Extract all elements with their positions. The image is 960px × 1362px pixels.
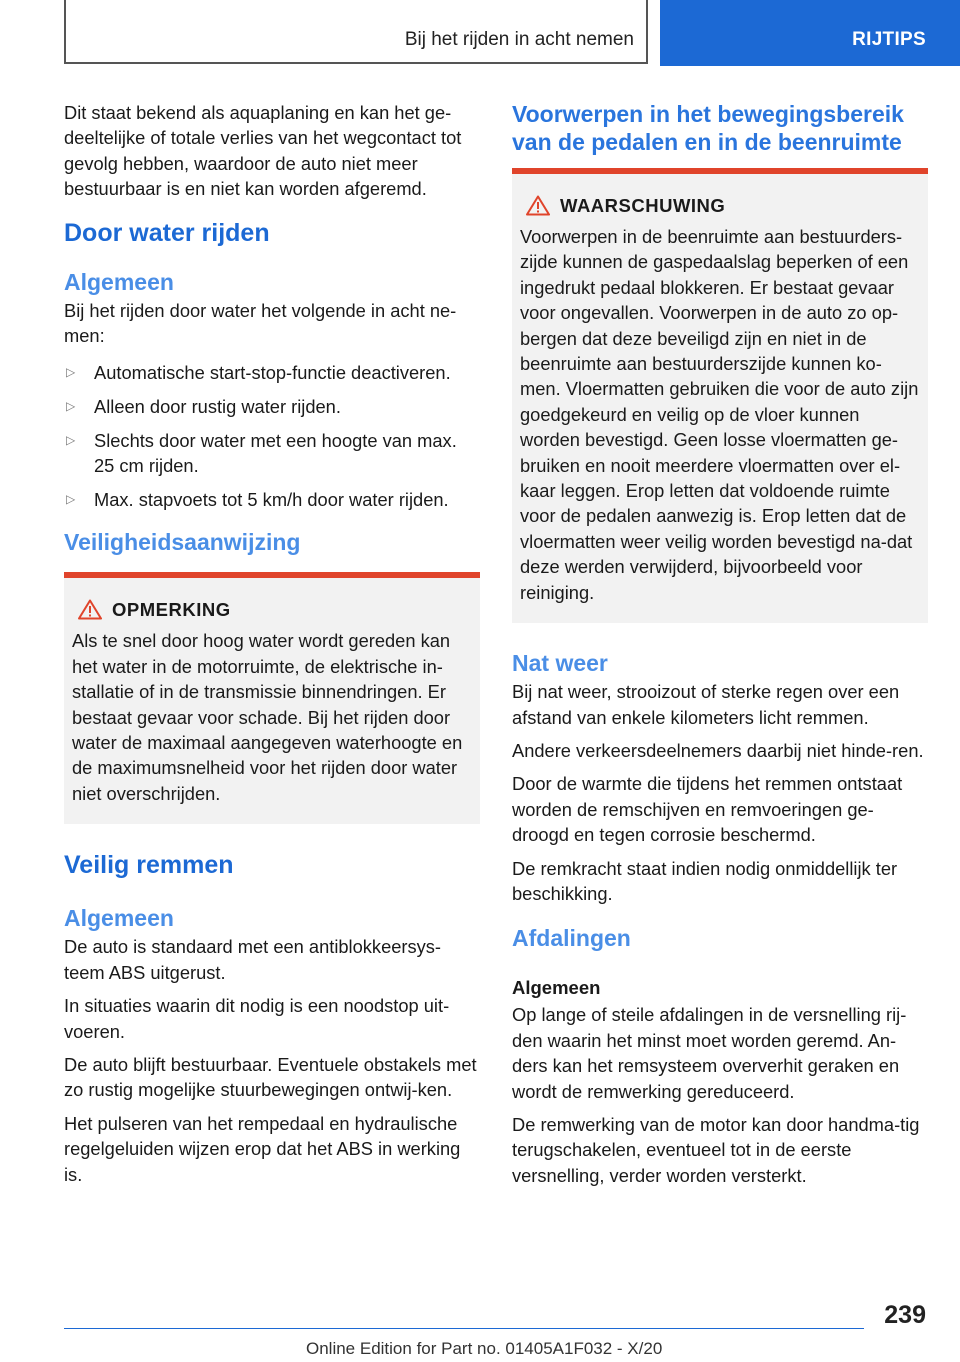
note-box [64,572,480,824]
subsection-title-safety: Veiligheidsaanwijzing [64,529,301,556]
paragraph: De auto is standaard met een antiblokkeersys-teem ABS uitgerust. [64,936,441,983]
subsection-title-water-general: Algemeen [64,268,174,295]
header-section-title: Bij het rijden in acht nemen [404,29,634,50]
subsection-title-wet: Nat weer [512,650,608,677]
page-number: 239 [884,1301,926,1329]
warning-triangle-icon [526,195,550,216]
triangle-bullet-icon: ▷ [66,399,76,414]
paragraph: Op lange of steile afdalingen in de versnelling rij-den waarin het minst moet worden geremd. An-ders kan het remsysteem oververhit geraken en wordt de remwerking gereduceerd. [512,1004,907,1102]
paragraph: Door de warmte die tijdens het remmen ontstaat worden de remschijven en remvoeringen ge-droogd en tegen corrosie beschermd. [512,773,903,846]
paragraph: Andere verkeersdeelnemers daarbij niet hinde-ren. [512,739,924,761]
header-chapter-title: RIJTIPS [852,29,926,50]
paragraph: De auto blijft bestuurbaar. Eventuele obstakels met zo rustig mogelijke stuurbewegingen ontwij-ken. [64,1053,477,1101]
list-item: ▷ Max. stapvoets tot 5 km/h door water rijden. [66,489,449,511]
paragraph: In situaties waarin dit nodig is een noodstop uit-voeren. [64,995,450,1042]
warning-box [512,168,928,623]
section-title-braking: Veilig remmen [64,851,234,880]
note-heading [72,598,472,622]
subsection-title-descent: Afdalingen [512,925,631,952]
footer-divider [64,1328,864,1329]
right-column [512,100,928,1196]
warning-heading [520,194,920,218]
water-list [64,360,480,512]
triangle-bullet-icon: ▷ [66,492,76,507]
list-item: ▷ Automatische start-stop-functie deactiveren. [66,362,451,384]
note-text: Als te snel door hoog water wordt gereden kan het water in de motorruimte, de elektrische in-stallatie of in de transmissie binnendringen. Er bestaat gevaar voor schade. Bij het rijden door water de maximaal aangegeven waterhoogte en de maximumsnelheid voor het rijden door water niet overschrijden. [72,630,463,804]
list-item: ▷ Alleen door rustig water rijden. [66,396,341,418]
paragraph: De remkracht staat indien nodig onmiddellijk ter beschikking. [512,857,898,904]
intro-paragraph: Dit staat bekend als aquaplaning en kan het ge-deeltelijke of totale verlies van het wegcontact tot gevolg hebben, waardoor de auto niet meer bestuurbaar is en niet kan worden afgeremd. [64,102,462,200]
descent-general-heading: Algemeen [512,977,601,999]
note-label: OPMERKING [112,599,231,621]
subsection-title-braking-general: Algemeen [64,905,174,932]
header-chapter-tab [660,0,960,66]
warning-text: Voorwerpen in de beenruimte aan bestuurders-zijde kunnen de gaspedaalslag beperken of een ingedrukt pedaal blokkeren. Er bestaat gevaar voor ongevallen. Voorwerpen in de auto zo op-bergen dat deze beveiligd zijn en niet in de beenruimte aan bestuurderszijde kunnen ko-men. Vloermatten gebruiken die voor de auto zijn goedgekeurd en veilig op de vloer kunnen worden bevestigd. Geen losse vloermatten ge-bruiken en nooit meerdere vloermatten over el-kaar leggen. Erop letten dat voldoende ruimte voor de pedalen aanwezig is. Erop letten dat de vloermatten weer veilig worden bevestigd na-dat deze werden verwijderd, bijvoorbeeld voor reiniging. [520,226,919,603]
warning-label: WAARSCHUWING [560,195,726,216]
water-intro: Bij het rijden door water het volgende in acht ne-men: [64,299,457,347]
left-column [64,100,480,1195]
triangle-bullet-icon: ▷ [66,365,76,380]
header-section-box [64,0,648,64]
section-title-water: Door water rijden [64,218,270,247]
warning-triangle-icon [78,599,102,620]
paragraph: Het pulseren van het rempedaal en hydraulische regelgeluiden wijzen erop dat het ABS in werking is. [64,1112,461,1185]
paragraph: De remwerking van de motor kan door handma-tig terugschakelen, eventueel tot in de eerste versnelling, verder worden versterkt. [512,1113,920,1186]
list-item: ▷ Slechts door water met een hoogte van max. 25 cm rijden. [66,430,457,477]
paragraph: Bij nat weer, strooizout of sterke regen over een afstand van enkele kilometers licht remmen. [512,681,900,728]
triangle-bullet-icon: ▷ [66,433,76,448]
footer-edition: Online Edition for Part no. 01405A1F032 - X/20 [306,1339,663,1358]
section-title-objects: Voorwerpen in het bewegingsbereik van de pedalen en in de beenruimte [512,101,904,155]
